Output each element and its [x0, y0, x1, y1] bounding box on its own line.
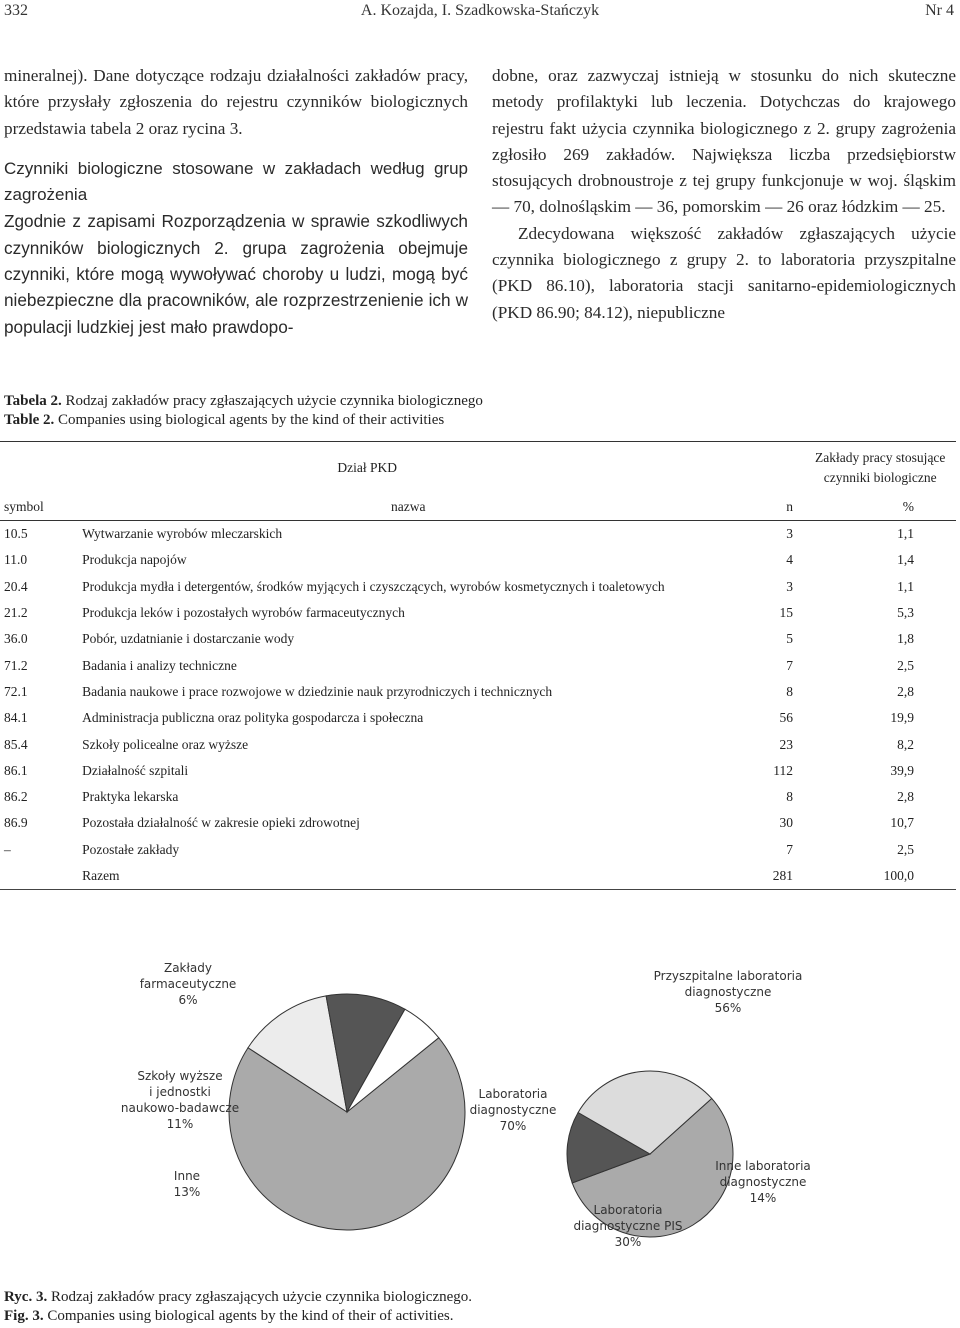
table-row: [0, 810, 956, 836]
caption-text: Rodzaj zakładów pracy zgłaszających użycie czynnika biologicznego.: [47, 1289, 473, 1305]
row-symbol: 11.0: [4, 552, 28, 568]
caption-text: Companies using biological agents by the kind of their of activities.: [43, 1308, 454, 1324]
row-name: Szkoły policealne oraz wyższe: [82, 736, 249, 752]
row-pct: 19,9: [890, 710, 914, 726]
row-name: Produkcja mydła i detergentów, środków myjących i czyszczących, wyrobów kosmetycznych i toaletowych: [82, 578, 665, 594]
section-block: [4, 156, 468, 209]
row-name: Pozostałe zakłady: [82, 841, 180, 857]
row-pct: 1,1: [897, 578, 914, 594]
table-row: [0, 758, 956, 784]
header-pkd: Dział PKD: [0, 442, 734, 495]
table-body: [0, 521, 956, 890]
table-row: [0, 837, 956, 863]
col-nazwa: nazwa: [82, 494, 734, 521]
col-pct: %: [797, 494, 956, 521]
row-name: Razem: [82, 863, 734, 890]
row-n: 3: [786, 578, 794, 594]
row-symbol: 86.1: [4, 762, 28, 778]
row-pct: 2,8: [897, 789, 914, 805]
row-pct: 2,8: [897, 683, 914, 699]
row-pct: 1,1: [897, 526, 914, 542]
table-row: [0, 574, 956, 600]
table-row: [0, 863, 956, 890]
col-n: n: [734, 494, 797, 521]
caption-label: Table 2.: [4, 412, 55, 428]
running-header: [0, 0, 960, 30]
row-symbol: 10.5: [4, 526, 28, 542]
row-pct: 10,7: [890, 815, 914, 831]
row-pct: 39,9: [890, 762, 914, 778]
row-name: Badania naukowe i prace rozwojowe w dziedzinie nauk przyrodniczych i technicznych: [82, 683, 553, 699]
caption-label: Ryc. 3.: [4, 1289, 48, 1305]
col-symbol: symbol: [0, 494, 82, 521]
figure-caption: [4, 1288, 472, 1326]
table-row: [0, 626, 956, 652]
caption-label: Tabela 2.: [4, 393, 62, 409]
pie-chart-right: [567, 969, 811, 1249]
row-pct: 2,5: [897, 841, 914, 857]
section-heading: Czynniki biologiczne stosowane w zakładach według grup zagrożenia: [4, 158, 468, 205]
row-n: 23: [779, 736, 794, 752]
table-row: [0, 547, 956, 573]
caption-label: Fig. 3.: [4, 1308, 44, 1324]
paragraph: Zdecydowana większość zakładów zgłaszających użycie czynnika biologicznego z grupy 2. to laboratoria przyszpitalne (PKD 86.10), laboratoria stacji sanitarno-epidemiologicznych (PKD 86.90; 84.12), niepubliczne: [492, 223, 956, 322]
pie-charts: [0, 950, 960, 1280]
table-row: [0, 652, 956, 678]
row-n: 15: [779, 605, 794, 621]
issue-number: Nr 4: [925, 2, 954, 19]
row-symbol: 86.2: [4, 789, 28, 805]
row-pct: 8,2: [897, 736, 914, 752]
running-authors: A. Kozajda, I. Szadkowska-Stańczyk: [360, 2, 600, 19]
table-row: [0, 679, 956, 705]
row-pct: 100,0: [797, 863, 956, 890]
row-pct: 1,4: [897, 552, 914, 568]
row-name: Pobór, uzdatnianie i dostarczanie wody: [82, 631, 295, 647]
row-name: Produkcja leków i pozostałych wyrobów farmaceutycznych: [82, 605, 405, 621]
row-n: 281: [734, 863, 797, 890]
table-row: [0, 600, 956, 626]
row-symbol: [0, 863, 82, 890]
slice-label: Przyszpitalne laboratoria diagnostyczne 56%: [653, 969, 803, 1015]
table-row: [0, 705, 956, 731]
text-column-right: [492, 63, 956, 326]
row-symbol: 36.0: [4, 631, 28, 647]
row-symbol: 86.9: [4, 815, 28, 831]
row-n: 4: [786, 552, 794, 568]
row-symbol: –: [4, 841, 11, 857]
paragraph: mineralnej). Dane dotyczące rodzaju działalności zakładów pracy, które przysłały zgłoszenia do rejestru czynników biologicznych przedstawia tabela 2 oraz rycina 3.: [4, 66, 468, 138]
row-symbol: 72.1: [4, 683, 28, 699]
row-n: 7: [786, 657, 794, 673]
slice-label: Zakłady farmaceutyczne 6%: [139, 961, 237, 1007]
row-symbol: 21.2: [4, 605, 28, 621]
row-pct: 2,5: [897, 657, 914, 673]
header-zaklady: Zakłady pracy stosujące czynniki biologiczne: [734, 442, 956, 495]
row-name: Praktyka lekarska: [82, 789, 179, 805]
caption-text: Companies using biological agents by the kind of their activities: [54, 412, 445, 428]
row-n: 56: [779, 710, 794, 726]
slice-label: Inne laboratoria diagnostyczne 14%: [715, 1159, 811, 1205]
caption-text: Rodzaj zakładów pracy zgłaszających użycie czynnika biologicznego: [61, 393, 483, 409]
row-name: Działalność szpitali: [82, 762, 189, 778]
paragraph: Zgodnie z zapisami Rozporządzenia w sprawie szkodliwych czynników biologicznych 2. grupa zagrożenia obejmuje czynniki, które mogą wywoływać choroby u ludzi, mogą być niebezpieczne dla pracowników, ale rozprzestrzenienie ich w populacji ludzkiej jest mało prawdopo-: [4, 211, 468, 337]
row-name: Pozostała działalność w zakresie opieki zdrowotnej: [82, 815, 360, 831]
row-symbol: 71.2: [4, 657, 28, 673]
text-column-left: [4, 63, 468, 340]
row-n: 112: [773, 762, 794, 778]
row-name: Administracja publiczna oraz polityka gospodarcza i społeczna: [82, 710, 424, 726]
row-n: 8: [786, 789, 794, 805]
slice-label: Laboratoria diagnostyczne 70%: [469, 1087, 557, 1133]
paragraph: dobne, oraz zazwyczaj istnieją w stosunku do nich skuteczne metody profilaktyki lub leczenia. Dotychczas do krajowego rejestru fakt użycia czynnika biologicznego z 2. grupy zagrożenia zgłosiło 269 zakładów. Największa liczba przedsiębiorstw stosujących drobnoustroje z tej grupy funkcjonuje w woj. śląskim — 70, dolnośląskim — 36, pomorskim — 26 oraz łódzkim — 25.: [492, 66, 956, 217]
slice-label: Laboratoria diagnostyczne PIS 30%: [573, 1203, 683, 1249]
table-caption: [4, 392, 483, 430]
row-n: 7: [786, 841, 794, 857]
row-name: Badania i analizy techniczne: [82, 657, 237, 673]
row-n: 8: [786, 683, 794, 699]
row-n: 5: [786, 631, 794, 647]
row-pct: 5,3: [897, 605, 914, 621]
page-number: 332: [4, 2, 28, 19]
table-row: [0, 784, 956, 810]
slice-label: Inne 13%: [173, 1169, 201, 1199]
row-name: Produkcja napojów: [82, 552, 187, 568]
row-symbol: 85.4: [4, 736, 28, 752]
table-row: [0, 731, 956, 757]
table-row: [0, 521, 956, 548]
row-pct: 1,8: [897, 631, 914, 647]
row-n: 3: [786, 526, 794, 542]
row-symbol: 84.1: [4, 710, 28, 726]
row-name: Wytwarzanie wyrobów mleczarskich: [82, 526, 283, 542]
row-symbol: 20.4: [4, 578, 28, 594]
pie-chart-left: [121, 961, 556, 1230]
data-table: [0, 441, 956, 890]
row-n: 30: [779, 815, 794, 831]
slice-label: Szkoły wyższe i jednostki naukowo-badawcze 11%: [120, 1069, 240, 1131]
